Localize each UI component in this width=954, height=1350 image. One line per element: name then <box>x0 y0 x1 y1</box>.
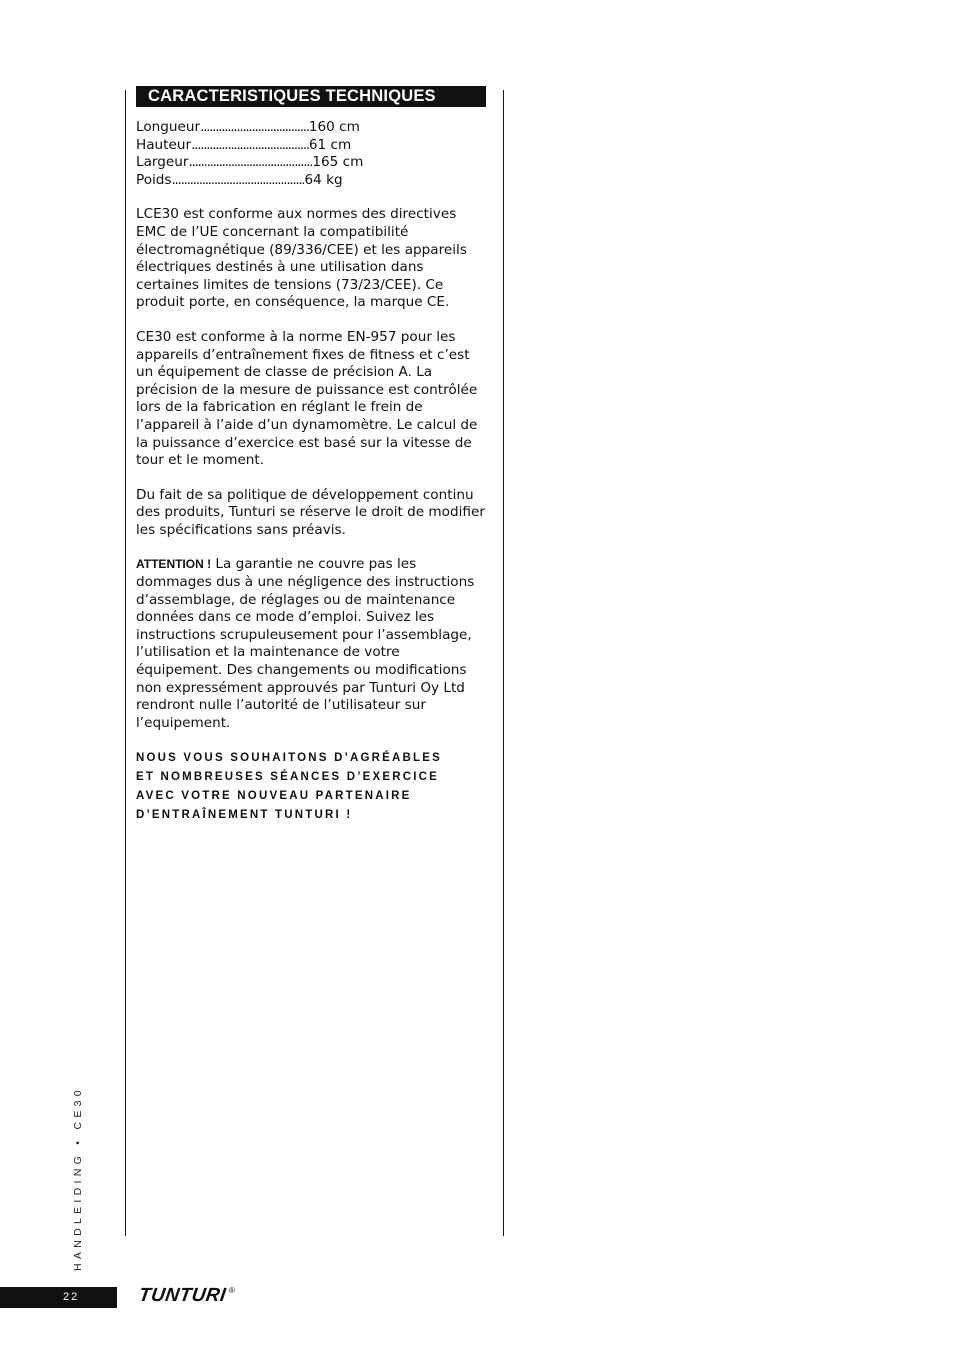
column-divider-left <box>125 90 126 1236</box>
spec-value: 64 kg <box>304 171 343 188</box>
column-divider-right <box>503 90 504 1236</box>
closing-line: ET NOMBREUSES SÉANCES D’EXERCICE <box>136 771 439 784</box>
spec-name: Poids <box>136 171 172 188</box>
spec-leader-dots: ............................................ <box>171 171 305 188</box>
closing-message <box>136 749 488 825</box>
logo-wordmark: TUNTURI <box>137 1285 228 1306</box>
spec-leader-dots: .................................... <box>200 119 309 135</box>
attention-text: La garantie ne couvre pas les dommages dus à une négligence des instructions d’assemblage, de réglages ou de maintenance données dans ce mode d’emploi. Suivez les instructions scrupuleusement pour l’assemblage, l’utilisation et la maintenance de votre équipement. Des changements ou modifications non expressément approuvés par Tunturi Oy Ltd rendront nulle l’autorité de l’utilisateur sur l’equipement. <box>136 556 475 731</box>
page-number: 22 <box>0 1287 117 1308</box>
spec-name: Largeur <box>136 154 189 171</box>
spec-value: 165 cm <box>312 154 364 171</box>
spec-name: Longueur <box>136 119 201 135</box>
paragraph-development-policy: Du fait de sa politique de développement continu des produits, Tunturi se réserve le droit de modifier les spécifications sans préavis. <box>136 486 485 538</box>
attention-label: ATTENTION ! <box>136 557 212 572</box>
tunturi-logo <box>139 1285 235 1307</box>
spec-value: 61 cm <box>308 136 352 153</box>
paragraph-attention <box>136 556 488 732</box>
section-heading: CARACTERISTIQUES TECHNIQUES <box>136 86 486 107</box>
registered-mark: ® <box>228 1286 235 1295</box>
closing-line: AVEC VOTRE NOUVEAU PARTENAIRE <box>136 790 412 803</box>
spec-row-width <box>136 154 488 172</box>
spec-row-length <box>136 119 488 137</box>
spec-value: 160 cm <box>308 119 360 135</box>
spec-list <box>136 119 488 189</box>
spec-leader-dots: ....................................... <box>191 136 309 153</box>
spec-row-weight <box>136 172 488 190</box>
manual-side-label: HANDLEIDING • CE30 <box>72 1086 84 1271</box>
main-content <box>136 119 488 825</box>
closing-line: NOUS VOUS SOUHAITONS D’AGRÉABLES <box>136 752 442 765</box>
spec-row-height <box>136 137 488 155</box>
paragraph-en957: CE30 est conforme à la norme EN-957 pour les appareils d’entraînement fixes de fitness et c’est un équipement de classe de précision A. La précision de la mesure de puissance est contrôlée lors de la fabrication en réglant le frein de l’appareil à l’aide d’un dynamomètre. Le calcul de la puissance d’exercice est basé sur la vitesse de tour et le moment. <box>136 328 478 469</box>
spec-name: Hauteur <box>136 136 192 153</box>
closing-line: D’ENTRAÎNEMENT TUNTURI ! <box>136 809 353 822</box>
spec-leader-dots: ......................................... <box>188 154 313 171</box>
paragraph-ce-conformity: LCE30 est conforme aux normes des directives EMC de l’UE concernant la compatibilité électromagnétique (89/336/CEE) et les appareils électriques destinés à une utilisation dans certaines limites de tensions (73/23/CEE). Ce produit porte, en conséquence, la marque CE. <box>136 206 467 311</box>
